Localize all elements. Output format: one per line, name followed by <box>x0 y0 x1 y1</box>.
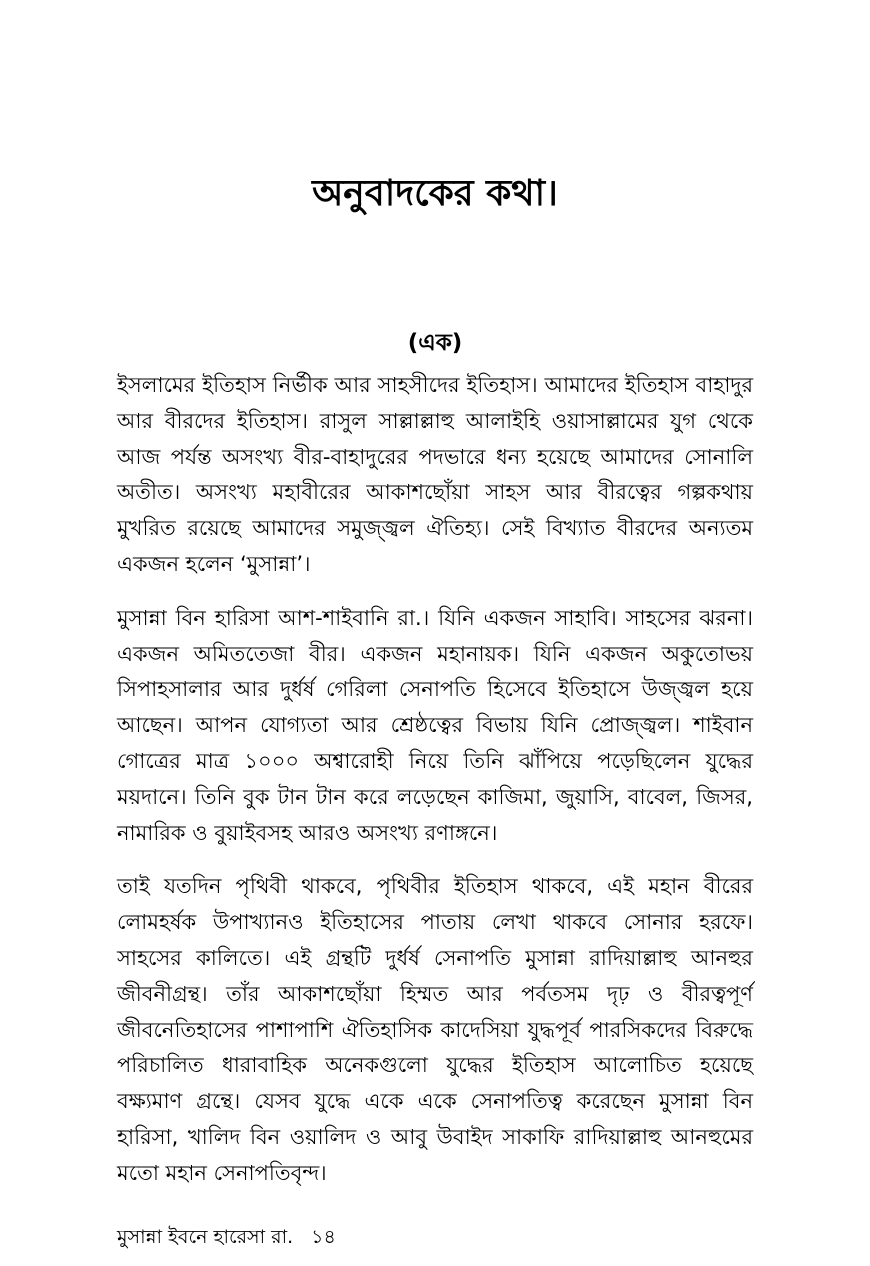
page-number: ১৪ <box>311 1226 336 1248</box>
body-text <box>117 368 753 1210</box>
paragraph: ইসলামের ইতিহাস নির্ভীক আর সাহসীদের ইতিহাস। আমাদের ইতিহাস বাহাদুর আর বীরদের ইতিহাস। রাসুল সাল্লাল্লাহু আলাইহি ওয়াসাল্লামের যুগ থেকে আজ পর্যন্ত অসংখ্য বীর-বাহাদুরের পদভারে ধন্য হয়েছে আমাদের সোনালি অতীত। অসংখ্য মহাবীরের আকাশছোঁয়া সাহস আর বীরত্বের গল্পকথায় মুখরিত রয়েছে আমাদের সমুজ্জ্বল ঐতিহ্য। সেই বিখ্যাত বীরদের অন্যতম একজন হলেন ‘মুসান্না’। <box>117 373 753 576</box>
paragraph: তাই যতদিন পৃথিবী থাকবে, পৃথিবীর ইতিহাস থাকবে, এই মহান বীরের লোমহর্ষক উপাখ্যানও ইতিহাসের পাতায় লেখা থাকবে সোনার হরফে। সাহসের কালিতে। এই গ্রন্থটি দুর্ধর্ষ সেনাপতি মুসান্না রাদিয়াল্লাহু আনহুর জীবনীগ্রন্থ। তাঁর আকাশছোঁয়া হিম্মত আর পর্বতসম দৃঢ় ও বীরত্বপূর্ণ জীবনেতিহাসের পাশাপাশি ঐতিহাসিক কাদেসিয়া যুদ্ধপূর্ব পারসিকদের বিরুদ্ধে পরিচালিত ধারাবাহিক অনেকগুলো যুদ্ধের ইতিহাস আলোচিত হয়েছে বক্ষ্যমাণ গ্রন্থে। যেসব যুদ্ধে একে একে সেনাপতিত্ব করেছেন মুসান্না বিন হারিসা, খালিদ বিন ওয়ালিদ ও আবু উবাইদ সাকাফি রাদিয়াল্লাহু আনহুমের মতো মহান সেনাপতিবৃন্দ। <box>117 874 753 1185</box>
page-title: অনুবাদকের কথা। <box>312 173 558 214</box>
running-title: মুসান্না ইবনে হারেসা রা. <box>117 1226 294 1248</box>
paragraph: মুসান্না বিন হারিসা আশ-শাইবানি রা.। যিনি একজন সাহাবি। সাহসের ঝরনা। একজন অমিততেজা বীর। একজন মহানায়ক। যিনি একজন অকুতোভয় সিপাহসালার আর দুর্ধর্ষ গেরিলা সেনাপতি হিসেবে ইতিহাসে উজ্জ্বল হয়ে আছেন। আপন যোগ্যতা আর শ্রেষ্ঠত্বের বিভায় যিনি প্রোজ্জ্বল। শাইবান গোত্রের মাত্র ১০০০ অশ্বারোহী নিয়ে তিনি ঝাঁপিয়ে পড়েছিলেন যুদ্ধের ময়দানে। তিনি বুক টান টান করে লড়েছেন কাজিমা, জুয়াসি, বাবেল, জিসর, নামারিক ও বুয়াইবসহ আরও অসংখ্য রণাঙ্গনে। <box>117 605 753 845</box>
page-footer <box>117 1226 336 1249</box>
section-heading: (এক) <box>407 330 463 356</box>
